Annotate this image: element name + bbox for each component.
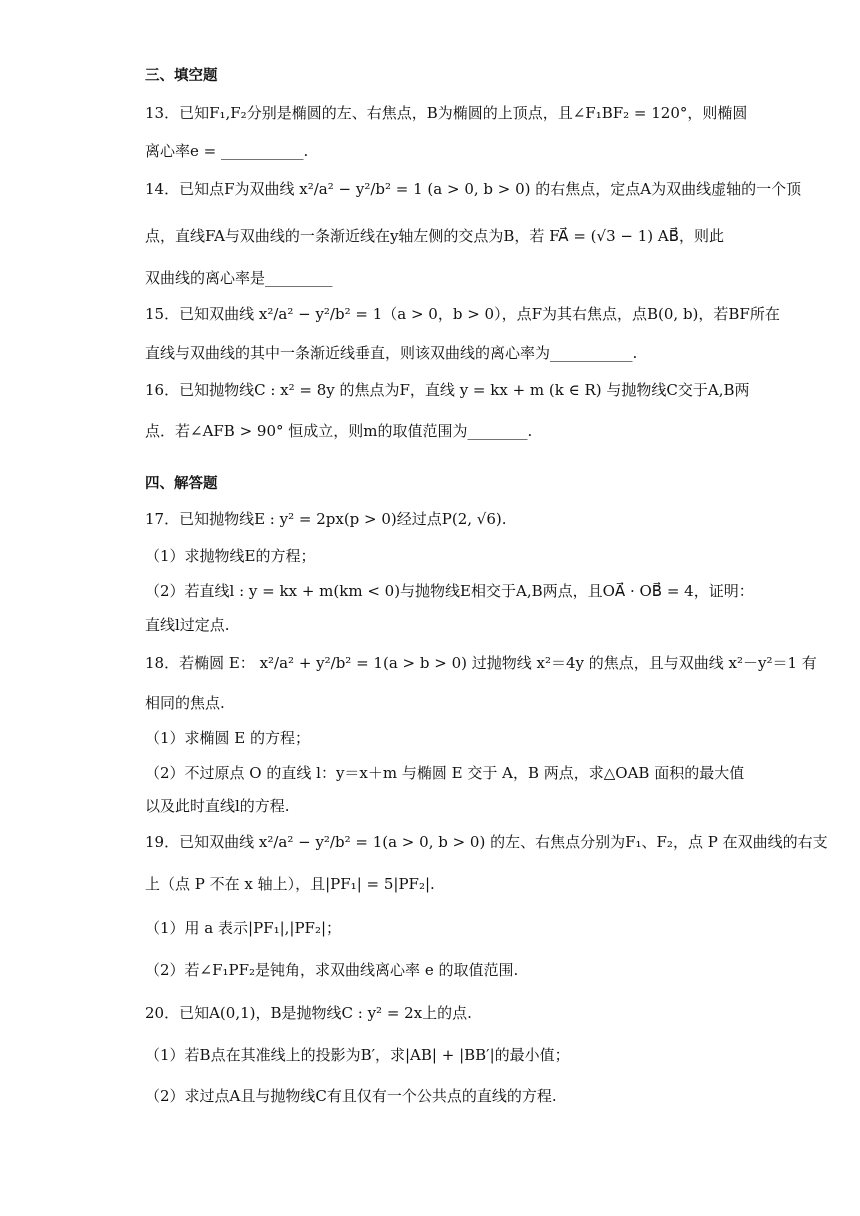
question-18-line-1: 18．若椭圆 E： x²/a² + y²/b² = 1(a > b > 0) 过抛物线 x²＝4y 的焦点，且与双曲线 x²－y²＝1 有 xyxy=(145,654,817,672)
question-20-line-1: 20．已知A(0,1)，B是抛物线C : y² = 2x上的点. xyxy=(145,1004,472,1022)
question-20-part-1: （1）若B点在其准线上的投影为B′，求|AB| + |BB′|的最小值； xyxy=(145,1046,570,1064)
question-15-line-2: 直线与双曲线的其中一条渐近线垂直，则该双曲线的离心率为___________. xyxy=(145,344,638,362)
question-19-line-2: 上（点 P 不在 x 轴上），且|PF₁| = 5|PF₂|. xyxy=(145,875,435,893)
question-18-line-5: 以及此时直线l的方程. xyxy=(145,797,290,815)
question-16-line-1: 16．已知抛物线C : x² = 8y 的焦点为F，直线 y = kx + m (k ∈ R) 与抛物线C交于A,B两 xyxy=(145,381,750,399)
question-18-part-2: （2）不过原点 O 的直线 l：y＝x＋m 与椭圆 E 交于 A，B 两点，求△OAB 面积的最大值 xyxy=(145,764,745,782)
question-14-line-2: 点，直线FA与双曲线的一条渐近线在y轴左侧的交点为B，若 FA⃗ = (√3 − 1) AB⃗，则此 xyxy=(145,227,725,245)
question-18-line-2: 相同的焦点. xyxy=(145,694,225,712)
question-19-part-2: （2）若∠F₁PF₂是钝角，求双曲线离心率 e 的取值范围. xyxy=(145,961,519,979)
section-heading-fill-in: 三、填空题 xyxy=(145,68,218,84)
question-20-part-2: （2）求过点A且与抛物线C有且仅有一个公共点的直线的方程. xyxy=(145,1087,557,1105)
question-14-line-1: 14．已知点F为双曲线 x²/a² − y²/b² = 1 (a > 0, b > 0) 的右焦点，定点A为双曲线虚轴的一个顶 xyxy=(145,180,802,198)
question-18-part-1: （1）求椭圆 E 的方程； xyxy=(145,729,311,747)
question-17-line-1: 17．已知抛物线E : y² = 2px(p > 0)经过点P(2, √6). xyxy=(145,510,507,528)
question-17-line-4: 直线l过定点. xyxy=(145,616,230,634)
question-14-line-3: 双曲线的离心率是_________ xyxy=(145,269,333,287)
question-15-line-1: 15．已知双曲线 x²/a² − y²/b² = 1（a > 0，b > 0），点F为其右焦点，点B(0, b)，若BF所在 xyxy=(145,305,780,323)
section-heading-answer: 四、解答题 xyxy=(145,476,218,492)
question-13-line-2: 离心率e = ___________. xyxy=(145,142,309,160)
question-19-part-1: （1）用 a 表示|PF₁|,|PF₂|； xyxy=(145,919,342,937)
question-13-line-1: 13．已知F₁,F₂分别是椭圆的左、右焦点，B为椭圆的上顶点，且∠F₁BF₂ = 120°，则椭圆 xyxy=(145,104,748,122)
question-17-part-2: （2）若直线l : y = kx + m(km < 0)与抛物线E相交于A,B两点，且OA⃗ · OB⃗ = 4，证明： xyxy=(145,582,754,600)
question-17-part-1: （1）求抛物线E的方程； xyxy=(145,547,316,565)
question-19-line-1: 19．已知双曲线 x²/a² − y²/b² = 1(a > 0, b > 0) 的左、右焦点分别为F₁、F₂，点 P 在双曲线的右支 xyxy=(145,833,828,851)
question-16-line-2: 点．若∠AFB > 90° 恒成立，则m的取值范围为________. xyxy=(145,422,533,440)
